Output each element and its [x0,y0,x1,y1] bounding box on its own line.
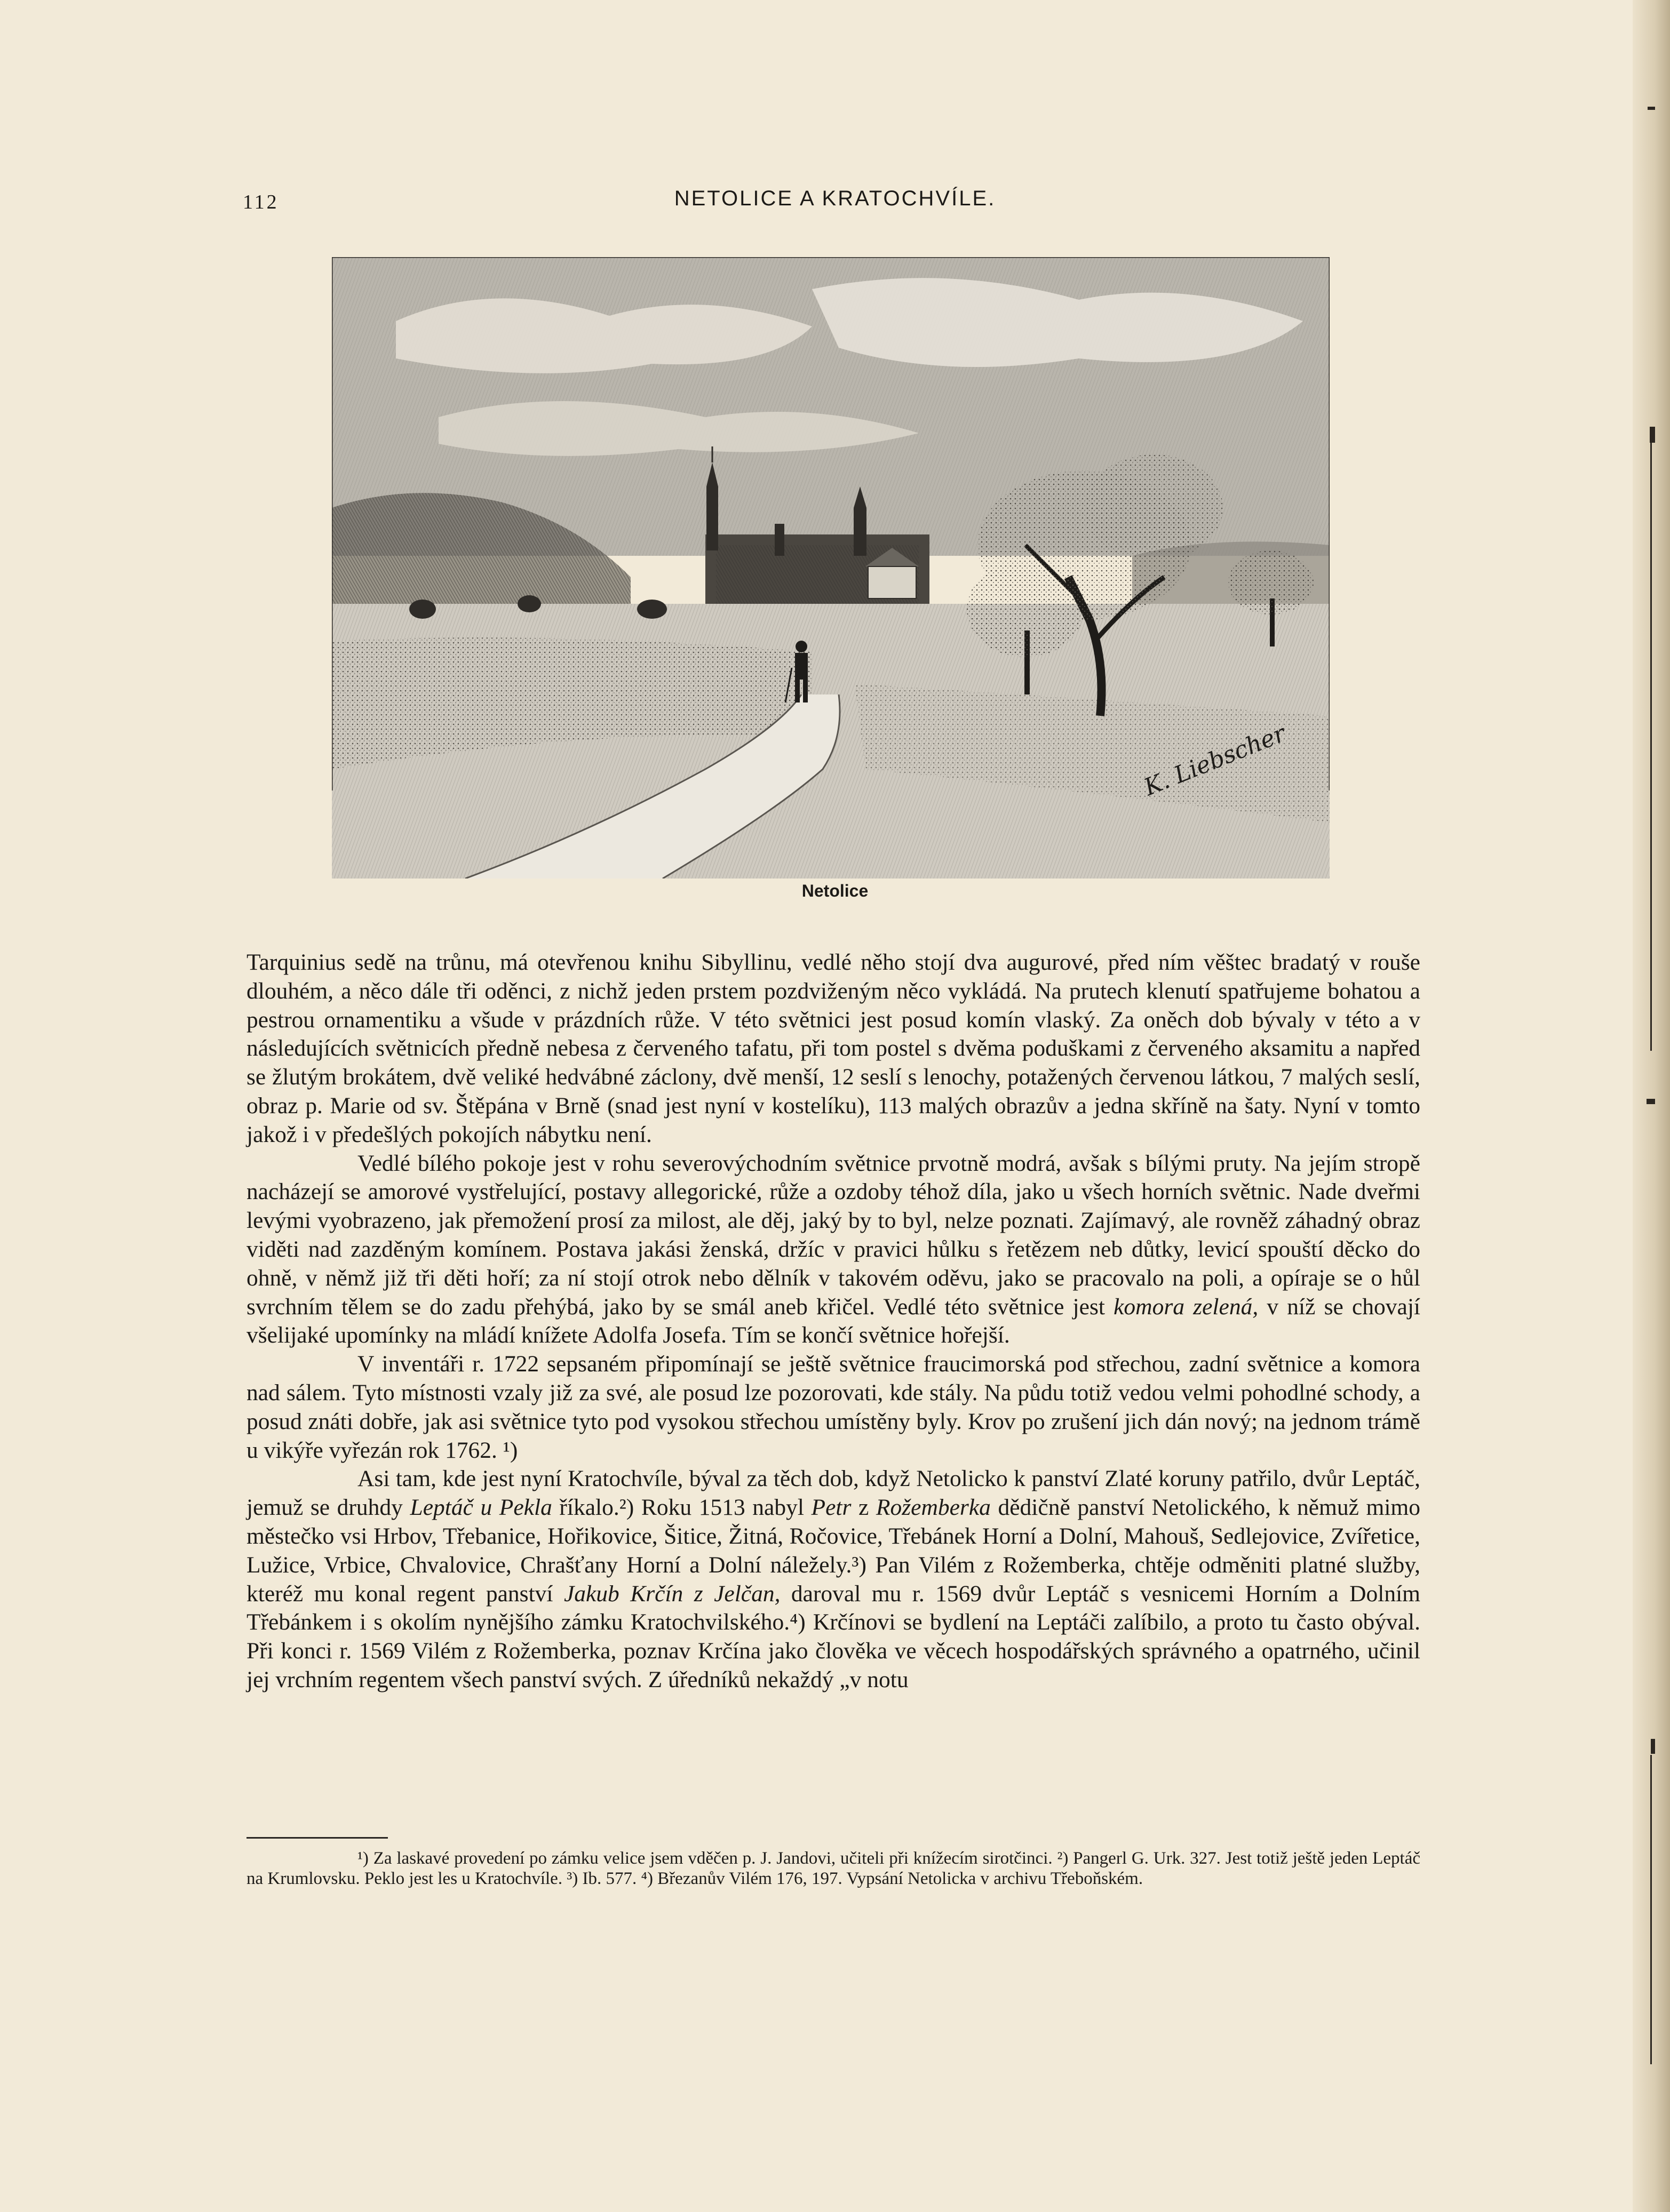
edge-mark [1650,443,1652,1051]
edge-mark [1650,1755,1652,2064]
italic-term: Leptáč u Pekla [410,1495,552,1521]
figure-caption: Netolice [801,881,869,900]
footnote-text: ¹) Za laskavé provedení po zámku velice jsem vděčen p. J. Jandovi, učiteli při knížecím sirotčinci. ²) Pangerl G. Urk. 327. Jest totiž ještě jeden Leptáč na Krumlovsku. Peklo jest les u Kratochvíle. ³) Ib. 577. ⁴) Březanův Vilém 176, 197. Vypsání Netolicka v archivu Třeboňském. [246,1849,1420,1888]
paragraph-text: dědičně panství Netolického, k němuž mimo městečko vsi Hrbov, Třebanice, Hořikovice, Šitice, Žitná, Ročovice, Třebánek Horní a Dolní, Mahouš, Sedlejovice, Zvířetice, Lužice, Vrbice, Chvalovice, Chrašťany Horní a Dolní náležely.³) Pan Vilém z Rožemberka, chtěje odměniti platné služby, kteréž mu konal regent panství [246,1495,1420,1607]
paragraph-text: Vedlé bílého pokoje jest v rohu severovýchodním světnice prvotně modrá, avšak s bílými pruty. Na jejím stropě nacházejí se amorové vystřelující, postavy allegorické, růže a ozdoby téhož díla, jako u všech horních světnic. Nade dveřmi levými vyobrazeno, jak přemožení prosí za milost, ale děj, jaký by to byl, nelze poznati. Zajímavý, ale rovněž záhadný obraz viděti nad zazděným komínem. Postava jakási ženská, držíc v pravici hůlku s řetězem neb důtky, levicí spouští děcko do ohně, v němž již tři děti hoří; za ní stojí otrok nebo dělník v takovém oděvu, jako se pracovalo na poli, a opíraje se o hůl svrchním tělem se do zadu přehýbá, jako by se smál aneb křičel. Vedlé této světnice jest [246,1150,1420,1320]
italic-term: Rožemberka [876,1495,991,1521]
page-number: 112 [243,191,279,213]
footnote-rule [246,1837,388,1839]
paragraph-text: Tarquinius sedě na trůnu, má otevřenou knihu Sibyllinu, vedlé něho stojí dva augurové, před ním věštec bradatý v rouše dlouhém, a něco dále tři oděnci, z nichž jeden prstem pozdviženým něco vykládá. Na prutech klenutí spatřujeme bohatou a pestrou ornamentiku a všude v prázdních růže. V této světnici jest posud komín vlaský. Za oněch dob bývaly v této a v následujících světnicích předně nebesa z červeného tafatu, při tom postel s dvěma poduškami z červeného aksamitu a napřed se žlutým brokátem, dvě veliké hedvábné záclony, dvě menší, 12 seslí s lenochy, potažených červenou látkou, 7 malých seslí, obraz p. Marie od sv. Štěpána v Brně (snad jest nyní v kostelíku), 113 malých obrazův a jedna skříně na šaty. Nyní v tomto jakož i v předešlých pokojích nábytku není. [246,949,1420,1147]
italic-term: Jakub Krčín z Jelčan, [563,1580,781,1607]
paragraph-text: říkalo.²) Roku 1513 nabyl [552,1495,812,1521]
italic-term: komora zelená, [1114,1293,1259,1320]
footnotes [246,1848,1420,1889]
edge-mark [1651,1739,1655,1754]
italic-term: Petr [811,1495,852,1521]
paragraph-text: daroval mu r. 1569 dvůr Leptáč s vesnicemi Horním a Dolním Třebánkem i s okolím nynějšího zámku Kratochvilského.⁴) Krčínovi se bydlení na Leptáči zalíbilo, a proto tu často obýval. Při konci r. 1569 Vilém z Rožemberka, poznav Krčína jako člověka ve věcech hospodářských správného a opatrného, učinil jej vrchním regentem všech panství svých. Z úředníků nekaždý „v notu [246,1580,1420,1692]
paragraph-text: Asi tam, kde jest nyní Kratochvíle, býval za těch dob, když Netolicko k panství Zlaté koruny patřilo, dvůr Leptáč, jemuž se druhdy [246,1466,1420,1521]
church-tower [854,508,866,556]
paragraph-text: V inventáři r. 1722 sepsaném připomínají se ještě světnice fraucimorská pod střechou, zadní světnice a komora nad sálem. Tyto místnosti vzaly již za své, ale posud lze pozorovati, kde stály. Na půdu totiž vedou velmi pohodlné schody, a posud znáti dobře, jak asi světnice tyto pod vysokou střechou umístěny byly. Krov po zrušení jich dán nový; na jednom trámě u vikýře vyřezán rok 1762. ¹) [246,1351,1420,1463]
netolice-engraving [332,257,1330,879]
paragraph [246,948,1420,1149]
running-title: NETOLICE A KRATOCHVÍLE. [674,187,996,210]
body-text [246,948,1420,1695]
paragraph [246,1149,1420,1351]
artist-signature: K. Liebscher [1140,720,1290,802]
edge-mark [1650,427,1655,443]
paragraph-text: v níž se chovají všelijaké upomínky na mládí knížete Adolfa Josefa. Tím se končí světnice hořejší. [246,1293,1421,1348]
edge-mark [1647,1099,1655,1104]
paragraph [246,1465,1420,1694]
church-tower [706,486,718,550]
edge-mark [1648,107,1655,110]
paragraph-text: z [851,1495,876,1521]
paragraph [246,1350,1420,1465]
